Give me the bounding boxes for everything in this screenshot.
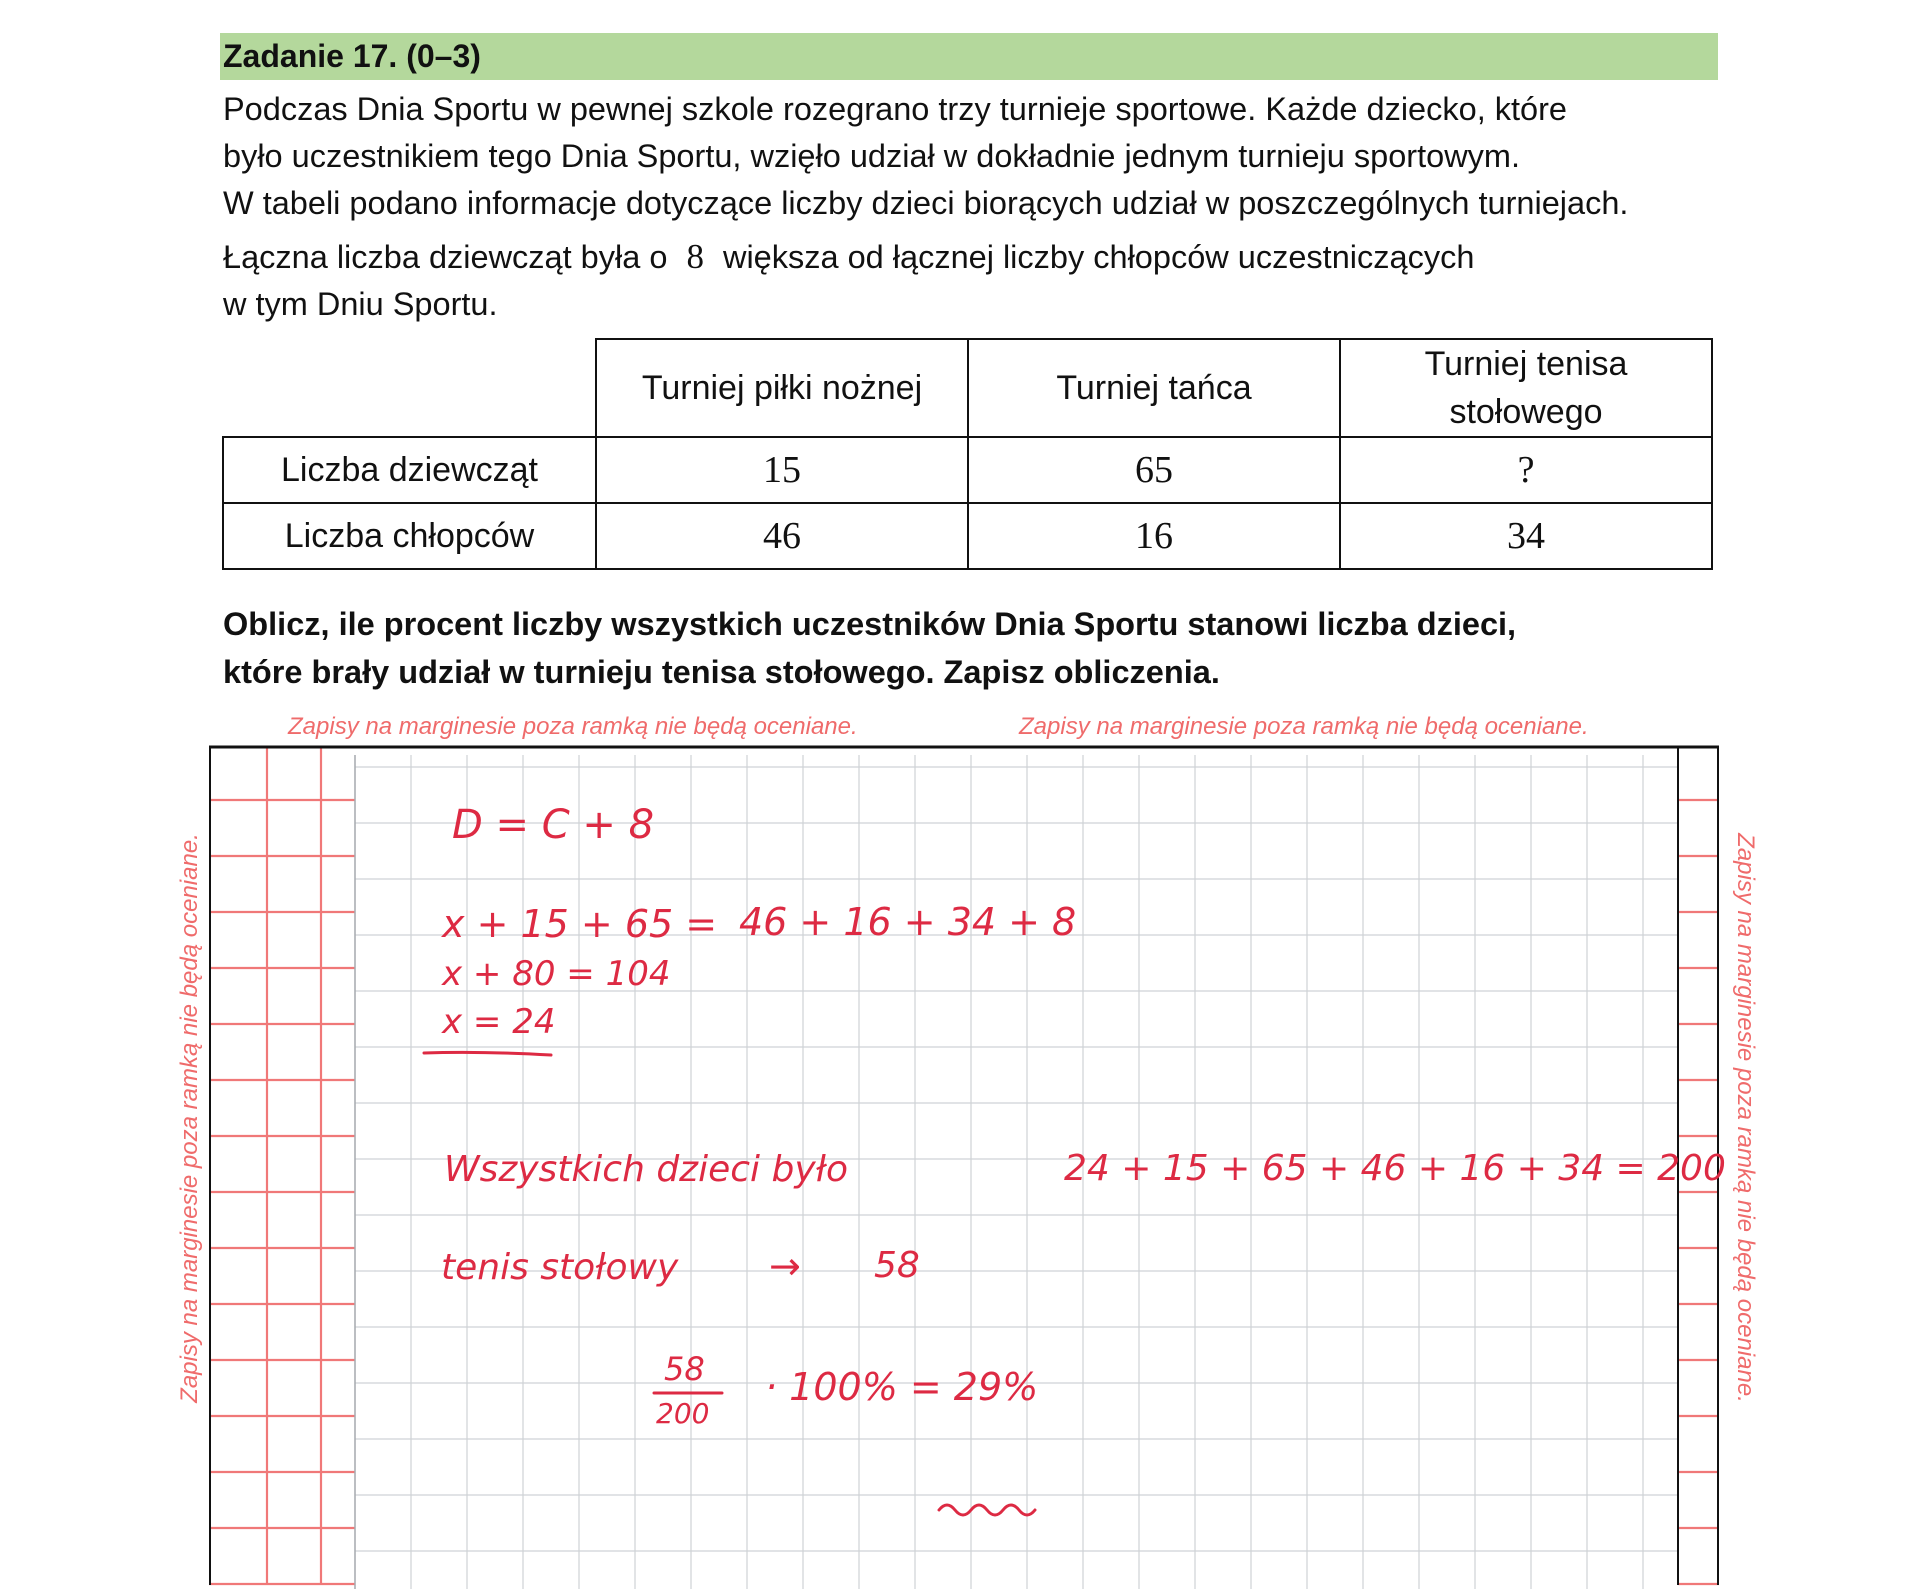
question-line-1: Oblicz, ile procent liczby wszystkich uczestników Dnia Sportu stanowi liczba dzieci, bbox=[223, 606, 1517, 642]
underline-x-result bbox=[424, 1052, 551, 1055]
question-line-2: które brały udział w turnieju tenisa stołowego. Zapisz obliczenia. bbox=[223, 654, 1220, 690]
task-intro bbox=[223, 86, 1743, 328]
table-cell: 65 bbox=[968, 437, 1340, 503]
handwritten-tennis-value: 58 bbox=[874, 1245, 920, 1286]
task-question bbox=[223, 600, 1516, 696]
table-cell: 16 bbox=[968, 503, 1340, 569]
table-header-row bbox=[223, 339, 1712, 437]
table-header-cell: Turniej tańca bbox=[968, 339, 1340, 437]
margin-note-left: Zapisy na marginesie poza ramką nie będą oceniane. bbox=[176, 833, 203, 1403]
handwritten-line-4: x = 24 bbox=[442, 1002, 556, 1042]
table-row bbox=[223, 437, 1712, 503]
intro-line-1: Podczas Dnia Sportu w pewnej szkole rozegrano trzy turnieje sportowe. Każde dziecko, które bbox=[223, 91, 1568, 127]
table-corner-cell bbox=[223, 339, 596, 437]
table-row bbox=[223, 503, 1712, 569]
table-cell: 15 bbox=[596, 437, 968, 503]
handwritten-line-2-right: 46 + 16 + 34 + 8 bbox=[739, 900, 1077, 944]
handwritten-line-3: x + 80 = 104 bbox=[442, 954, 671, 994]
table-cell: 34 bbox=[1340, 503, 1712, 569]
table-cell: 46 bbox=[596, 503, 968, 569]
table-cell: ? bbox=[1340, 437, 1712, 503]
handwritten-line-2-left: x + 15 + 65 = bbox=[442, 902, 718, 946]
answer-box[interactable] bbox=[209, 745, 1726, 1589]
row-label-girls: Liczba dziewcząt bbox=[223, 437, 596, 503]
margin-note-right: Zapisy na marginesie poza ramką nie będą oceniane. bbox=[1732, 833, 1759, 1403]
table-header-cell: Turniej piłki nożnej bbox=[596, 339, 968, 437]
row-label-boys: Liczba chłopców bbox=[223, 503, 596, 569]
task-title: Zadanie 17. (0–3) bbox=[223, 38, 481, 74]
intro-line-3: W tabeli podano informacje dotyczące liczby dzieci biorących udział w poszczególnych turniejach. bbox=[223, 185, 1629, 221]
table-header-cell: Turniej tenisa stołowego bbox=[1340, 339, 1712, 437]
intro-line-5: w tym Dniu Sportu. bbox=[223, 286, 498, 322]
handwritten-all-children: Wszystkich dzieci było bbox=[444, 1149, 848, 1190]
handwritten-arrow: → bbox=[769, 1244, 801, 1288]
underline-squiggle bbox=[939, 1505, 1035, 1515]
margin-note-top-right: Zapisy na marginesie poza ramką nie będą oceniane. bbox=[1019, 713, 1589, 740]
handwritten-percent-result: · 100% = 29% bbox=[765, 1365, 1039, 1409]
handwritten-tennis-label: tenis stołowy bbox=[441, 1247, 679, 1288]
intro-line-4 bbox=[223, 233, 1743, 281]
tournament-table bbox=[222, 338, 1713, 570]
intro-line-4-number: 8 bbox=[686, 237, 704, 276]
handwritten-fraction-denominator: 200 bbox=[656, 1397, 710, 1430]
intro-line-2: było uczestnikiem tego Dnia Sportu, wzięło udział w dokładnie jednym turnieju sportowym. bbox=[223, 138, 1521, 174]
intro-line-4-after: większa od łącznej liczby chłopców uczestniczących bbox=[722, 239, 1475, 275]
margin-note-top-left: Zapisy na marginesie poza ramką nie będą oceniane. bbox=[288, 713, 858, 740]
handwritten-fraction-numerator: 58 bbox=[664, 1350, 705, 1388]
intro-line-4-before: Łączna liczba dziewcząt była o bbox=[223, 239, 668, 275]
handwritten-sum: 24 + 15 + 65 + 46 + 16 + 34 = 200 bbox=[1064, 1148, 1726, 1189]
handwritten-line-1: D = C + 8 bbox=[452, 802, 655, 848]
